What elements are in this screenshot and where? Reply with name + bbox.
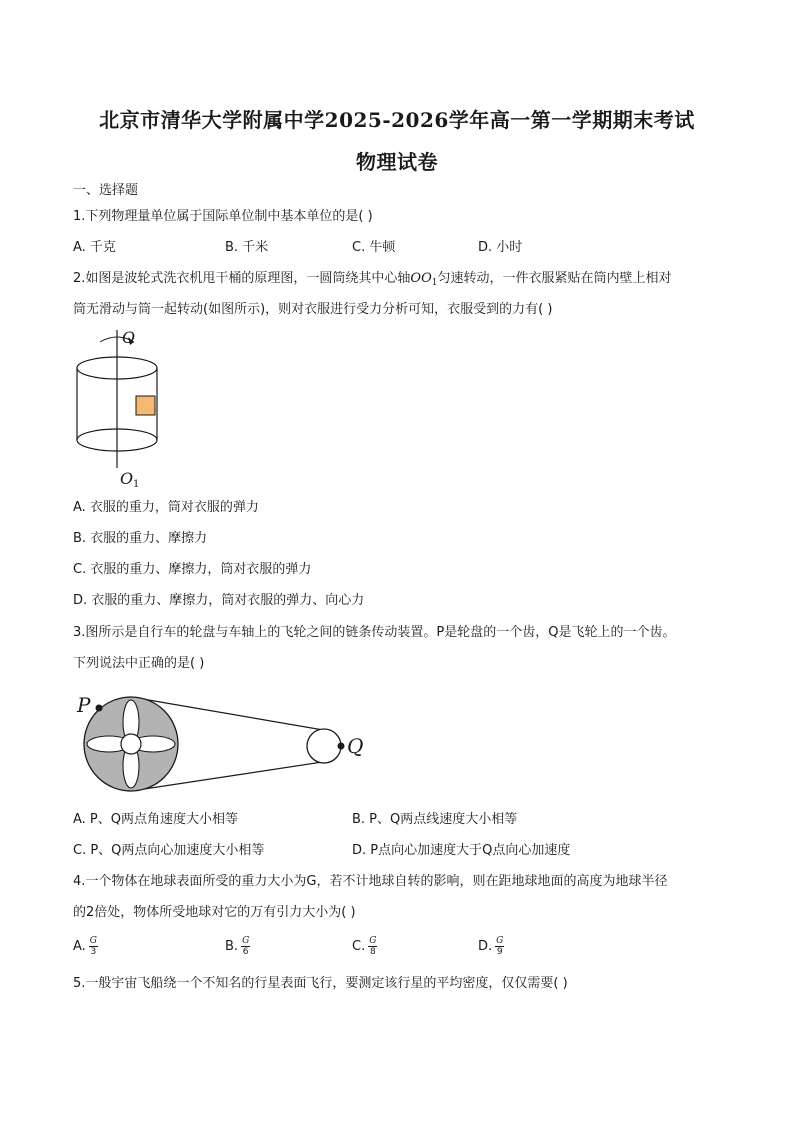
q5-stem: 5.一般宇宙飞船绕一个不知名的行星表面飞行，要测定该行星的平均密度，仅仅需要( )	[73, 976, 568, 991]
chainring-hub	[121, 734, 141, 754]
q1-option-c: C. 牛顿	[352, 240, 396, 255]
q3-option-b: B. P、Q两点线速度大小相等	[352, 812, 518, 827]
q2-stem-part-b: 匀速转动，一件衣服紧贴在筒内壁上相对	[437, 271, 672, 286]
q2-stem-line2: 筒无滑动与筒一起转动(如图所示)，则对衣服进行受力分析可知，衣服受到的力有( )	[73, 302, 553, 317]
fraction: $\frac{G}{6}$	[242, 936, 250, 957]
chain-drive-figure	[74, 686, 374, 796]
label-q: Q	[347, 734, 364, 758]
q3-stem-line1: 3.图所示是自行车的轮盘与车轴上的飞轮之间的链条传动装置。P是轮盘的一个齿，Q是飞轮上的一个齿。	[73, 625, 676, 640]
q2-axis-label: $OO_1$	[410, 271, 438, 288]
clothes-square	[136, 396, 155, 415]
q3-option-d: D. P点向心加速度大于Q点向心加速度	[352, 843, 571, 858]
q2-option-b: B. 衣服的重力、摩擦力	[73, 531, 208, 546]
q1-stem: 1.下列物理量单位属于国际单位制中基本单位的是( )	[73, 209, 373, 224]
q4-option-a: A. $\frac{G}{3}$	[73, 936, 97, 957]
q3-stem-line2: 下列说法中正确的是( )	[73, 656, 205, 671]
label-p: P	[77, 693, 91, 717]
section-heading: 一、选择题	[73, 183, 139, 198]
q2-stem-line1	[73, 270, 672, 292]
q2-option-d: D. 衣服的重力、摩擦力，筒对衣服的弹力、向心力	[73, 593, 365, 608]
axis-label-o1: O	[120, 469, 134, 488]
washing-drum-figure	[70, 326, 180, 490]
axis-label-o1-subscript: 1	[133, 479, 140, 490]
q1-option-b: B. 千米	[225, 240, 269, 255]
q4-stem-line1: 4.一个物体在地球表面所受的重力大小为G，若不计地球自转的影响，则在距地球地面的高度为地球半径	[73, 874, 668, 889]
q4-option-c: C. $\frac{G}{8}$	[352, 936, 377, 957]
q4-option-d: D. $\frac{G}{9}$	[478, 936, 504, 957]
q2-stem-part-a: 2.如图是波轮式洗衣机甩干桶的原理图，一圆筒绕其中心轴	[73, 271, 411, 286]
exam-title: 北京市清华大学附属中学2025-2026学年高一第一学期期末考试	[99, 108, 695, 132]
axis-label-o: O	[122, 328, 136, 347]
q3-option-c: C. P、Q两点向心加速度大小相等	[73, 843, 265, 858]
fraction: $\frac{G}{3}$	[89, 936, 97, 957]
freewheel	[307, 729, 341, 763]
point-p	[96, 705, 103, 712]
exam-subtitle: 物理试卷	[356, 150, 438, 174]
q4-stem-line2: 的2倍处，物体所受地球对它的万有引力大小为( )	[73, 905, 356, 920]
fraction: $\frac{G}{9}$	[496, 936, 504, 957]
fraction: $\frac{G}{8}$	[369, 936, 377, 957]
q1-option-a: A. 千克	[73, 240, 116, 255]
q2-option-a: A. 衣服的重力，筒对衣服的弹力	[73, 500, 259, 515]
point-q	[338, 743, 345, 750]
q2-option-c: C. 衣服的重力、摩擦力，筒对衣服的弹力	[73, 562, 312, 577]
q3-option-a: A. P、Q两点角速度大小相等	[73, 812, 239, 827]
q1-option-d: D. 小时	[478, 240, 523, 255]
q4-option-b: B. $\frac{G}{6}$	[225, 936, 250, 957]
